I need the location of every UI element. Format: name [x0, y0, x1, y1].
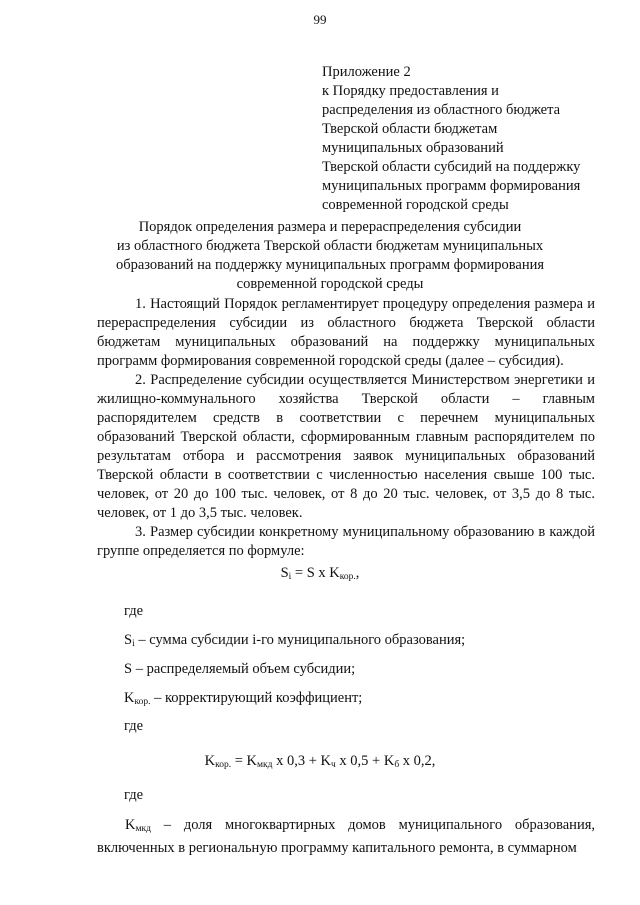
formula2-mkd-sub: мкд	[257, 760, 273, 770]
appendix-line: к Порядку предоставления и	[322, 83, 499, 99]
appendix-line: Приложение 2	[322, 64, 411, 80]
page-number: 99	[313, 12, 327, 27]
formula-kor-sub: кор.	[339, 572, 356, 582]
appendix-header	[322, 63, 622, 215]
body-text	[97, 295, 595, 561]
where-label: где	[124, 603, 144, 619]
paragraph-3: 3. Размер субсидии конкретному муниципальному образованию в каждой группе определяется по формуле:	[97, 524, 595, 559]
definition-s: S – распределяемый объем субсидии;	[124, 661, 356, 677]
title-line: современной городской среды	[236, 276, 424, 292]
appendix-line: современной городской среды	[322, 197, 509, 213]
def-si-text: – сумма субсидии i-го муниципального образования;	[134, 632, 466, 648]
formula2-b-sub: б	[394, 760, 400, 770]
paragraph-2: 2. Распределение субсидии осуществляется Министерством энергетики и жилищно-коммунального хозяйства Тверской области – главным распорядителем средств в соответствии с перечнем муниципальных образований Тверской области, сформированным главным распорядителем по результатам отбора и рассмотрения заявок муниципальных образований Тверской области в соответствии с численностью населения свыше 100 тыс. человек, от 20 до 100 тыс. человек, от 8 до 20 тыс. человек, от 3,5 до 8 тыс. человек, от 1 до 3,5 тыс. человек.	[97, 372, 595, 521]
formula2-term3: x 0,2,	[399, 753, 436, 769]
formula2-term1: x 0,3 + K	[272, 753, 331, 769]
def-k-sub: кор.	[134, 697, 151, 707]
where-label: где	[124, 718, 144, 734]
paragraph-1: 1. Настоящий Порядок регламентирует процедуру определения размера и перераспределения субсидии из областного бюджета Тверской области бюджетам муниципальных образований на поддержку муниципальных программ формирования современной городской среды (далее – субсидия).	[97, 296, 595, 369]
appendix-line: муниципальных образований	[322, 140, 504, 156]
formula2-kor-sub: кор.	[215, 760, 232, 770]
appendix-line: распределения из областного бюджета	[322, 102, 561, 118]
def-si-symbol: S	[124, 632, 133, 648]
formula2-k: K	[204, 753, 216, 769]
def-si-sub: i	[132, 639, 135, 649]
title-line: Порядок определения размера и перераспределения субсидии	[138, 219, 522, 235]
formula-end: ,	[355, 565, 360, 581]
appendix-line: Тверской области бюджетам	[322, 121, 498, 137]
formula-s: S	[280, 565, 289, 581]
definition-si	[124, 632, 465, 649]
appendix-line: Тверской области субсидий на поддержку	[322, 159, 581, 175]
document-title	[60, 218, 600, 294]
title-line: образований на поддержку муниципальных программ формирования	[115, 257, 545, 273]
formula-subsidy	[0, 565, 640, 582]
def-mkd-text: – доля многоквартирных домов муниципального образования, включенных в региональную программу капитального ремонта, в суммарном	[97, 817, 595, 856]
definition-kmkd	[97, 816, 595, 858]
def-k-text: – корректирующий коэффициент;	[150, 690, 363, 706]
formula2-ch-sub: ч	[331, 760, 336, 770]
formula2-term2: x 0,5 + K	[335, 753, 395, 769]
definition-k	[124, 690, 362, 707]
appendix-line: муниципальных программ формирования	[322, 178, 581, 194]
where-label: где	[124, 787, 144, 803]
formula-eq: = S x K	[291, 565, 340, 581]
def-mkd-sub: мкд	[135, 824, 151, 834]
title-line: из областного бюджета Тверской области бюджетам муниципальных	[116, 238, 544, 254]
formula-s-sub: i	[288, 572, 292, 582]
formula-coefficient	[0, 753, 640, 770]
def-k-symbol: K	[124, 690, 135, 706]
formula2-eq: = K	[231, 753, 257, 769]
def-mkd-symbol: K	[125, 817, 136, 833]
